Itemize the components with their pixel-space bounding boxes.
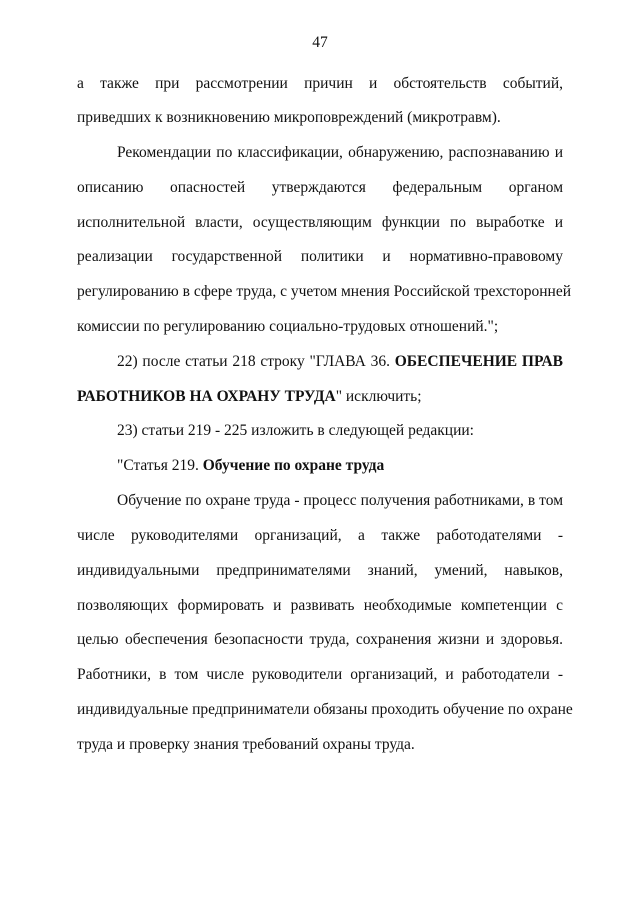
text-line	[77, 386, 563, 408]
text-line: труда и проверку знания требований охраны труда.	[77, 736, 415, 753]
text-line: исполнительной власти, осуществляющим функции по выработке и	[77, 214, 563, 231]
bold-text-run: Обучение по охране труда	[202, 457, 385, 474]
text-line: описанию опасностей утверждаются федеральным органом	[77, 179, 563, 196]
text-run: "Статья 219.	[117, 457, 203, 474]
text-line: а также при рассмотрении причин и обстоятельств событий,	[77, 75, 563, 92]
text-line: приведших к возникновению микроповреждений (микротравм).	[77, 109, 501, 126]
text-line: индивидуальными предпринимателями знаний, умений, навыков,	[77, 562, 563, 579]
text-line: числе руководителями организаций, а также работодателями -	[77, 527, 563, 544]
text-line: целью обеспечения безопасности труда, сохранения жизни и здоровья.	[77, 631, 563, 648]
page-number: 47	[312, 34, 328, 51]
bold-text-run: РАБОТНИКОВ НА ОХРАНУ ТРУДА	[77, 388, 336, 405]
text-line: Обучение по охране труда - процесс получения работниками, в том	[117, 492, 563, 509]
article-heading	[117, 455, 563, 477]
text-line: индивидуальные предприниматели обязаны проходить обучение по охране	[77, 701, 573, 718]
text-line: 23) статьи 219 - 225 изложить в следующей редакции:	[117, 422, 474, 439]
text-run: " исключить;	[335, 388, 422, 405]
text-run: 22) после статьи 218 строку "ГЛАВА 36.	[117, 353, 395, 370]
text-line: позволяющих формировать и развивать необходимые компетенции с	[77, 597, 563, 614]
text-line: Работники, в том числе руководители организаций, и работодатели -	[77, 666, 563, 683]
text-line: реализации государственной политики и нормативно-правовому	[77, 248, 563, 265]
bold-text-run: ОБЕСПЕЧЕНИЕ ПРАВ	[394, 353, 563, 370]
text-line	[117, 351, 563, 373]
text-line: комиссии по регулированию социально-трудовых отношений.";	[77, 318, 499, 335]
text-line: регулированию в сфере труда, с учетом мнения Российской трехсторонней	[77, 283, 571, 300]
text-line: Рекомендации по классификации, обнаружению, распознаванию и	[117, 144, 563, 161]
